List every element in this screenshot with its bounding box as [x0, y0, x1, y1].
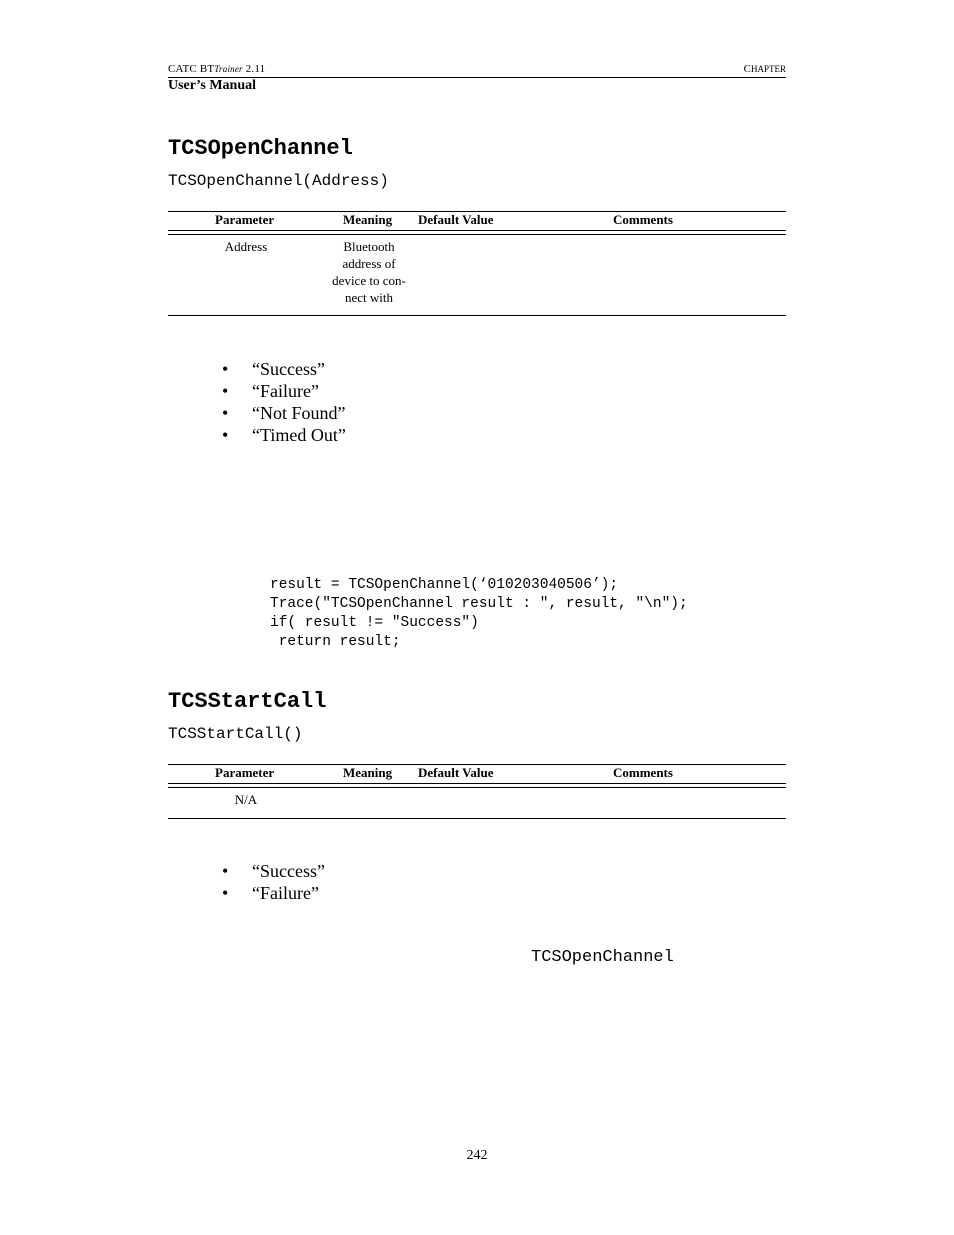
col-header-default-value: Default Value	[418, 765, 494, 780]
bullet: •	[222, 425, 229, 445]
col-header-comments: Comments	[613, 765, 673, 780]
cell-meaning	[323, 238, 415, 306]
header-chapter-smallcaps: HAPTER	[750, 64, 786, 74]
header-subtitle: User’s Manual	[168, 78, 257, 93]
running-header-left	[168, 63, 265, 75]
cell-parameter: Address	[224, 239, 268, 254]
cell-parameter: N/A	[234, 792, 258, 807]
function-signature-tcsstartcall: TCSStartCall()	[168, 725, 303, 743]
function-signature-tcsopenchannel: TCSOpenChannel(Address)	[168, 172, 389, 190]
col-header-meaning: Meaning	[343, 212, 393, 227]
page-number: 242	[466, 1148, 488, 1163]
return-values-list-tcsstartcall	[222, 860, 325, 904]
bullet: •	[222, 403, 229, 423]
cell-meaning-line: Bluetooth	[343, 239, 395, 254]
bullet: •	[222, 883, 229, 903]
header-rule	[168, 77, 786, 78]
code-line: if( result != "Success")	[270, 615, 479, 631]
col-header-meaning: Meaning	[343, 765, 393, 780]
return-value: “Timed Out”	[252, 425, 346, 445]
cell-meaning-line: device to con-	[332, 273, 406, 288]
col-header-comments: Comments	[613, 212, 673, 227]
list-item	[222, 402, 346, 424]
section-title-tcsstartcall: TCSStartCall	[168, 689, 327, 714]
header-product-smallcaps: Trainer	[214, 64, 243, 74]
list-item	[222, 424, 346, 446]
table-rule-double	[168, 230, 786, 235]
table-rule-double	[168, 783, 786, 788]
col-header-parameter: Parameter	[215, 212, 275, 227]
bullet: •	[222, 861, 229, 881]
parameter-table-tcsstartcall	[168, 764, 786, 820]
cell-meaning-line: address of	[342, 256, 396, 271]
parameter-table-tcsopenchannel	[168, 211, 786, 317]
list-item	[222, 882, 325, 904]
list-item	[222, 380, 346, 402]
return-value: “Success”	[252, 359, 325, 379]
cell-meaning-line: nect with	[344, 290, 393, 305]
bullet: •	[222, 381, 229, 401]
header-version: 2.11	[242, 63, 266, 75]
bullet: •	[222, 359, 229, 379]
col-header-default-value: Default Value	[418, 212, 494, 227]
code-example	[270, 576, 688, 652]
return-value: “Not Found”	[252, 403, 346, 423]
return-values-list-tcsopenchannel	[222, 358, 346, 446]
section-title-tcsopenchannel: TCSOpenChannel	[168, 136, 353, 161]
table-rule-bottom	[168, 315, 786, 316]
running-header-right	[744, 63, 786, 75]
header-chapter-initial: C	[743, 63, 751, 75]
table-rule-bottom	[168, 818, 786, 819]
return-value: “Failure”	[252, 883, 319, 903]
code-line: return result;	[270, 634, 401, 650]
list-item	[222, 860, 325, 882]
inline-code-reference: TCSOpenChannel	[531, 948, 674, 967]
list-item	[222, 358, 346, 380]
col-header-parameter: Parameter	[215, 765, 275, 780]
return-value: “Failure”	[252, 381, 319, 401]
code-line: Trace("TCSOpenChannel result : ", result, "\n");	[270, 596, 688, 612]
return-value: “Success”	[252, 861, 325, 881]
header-product: CATC BT	[168, 63, 215, 75]
code-line: result = TCSOpenChannel(‘010203040506’);	[270, 577, 619, 593]
